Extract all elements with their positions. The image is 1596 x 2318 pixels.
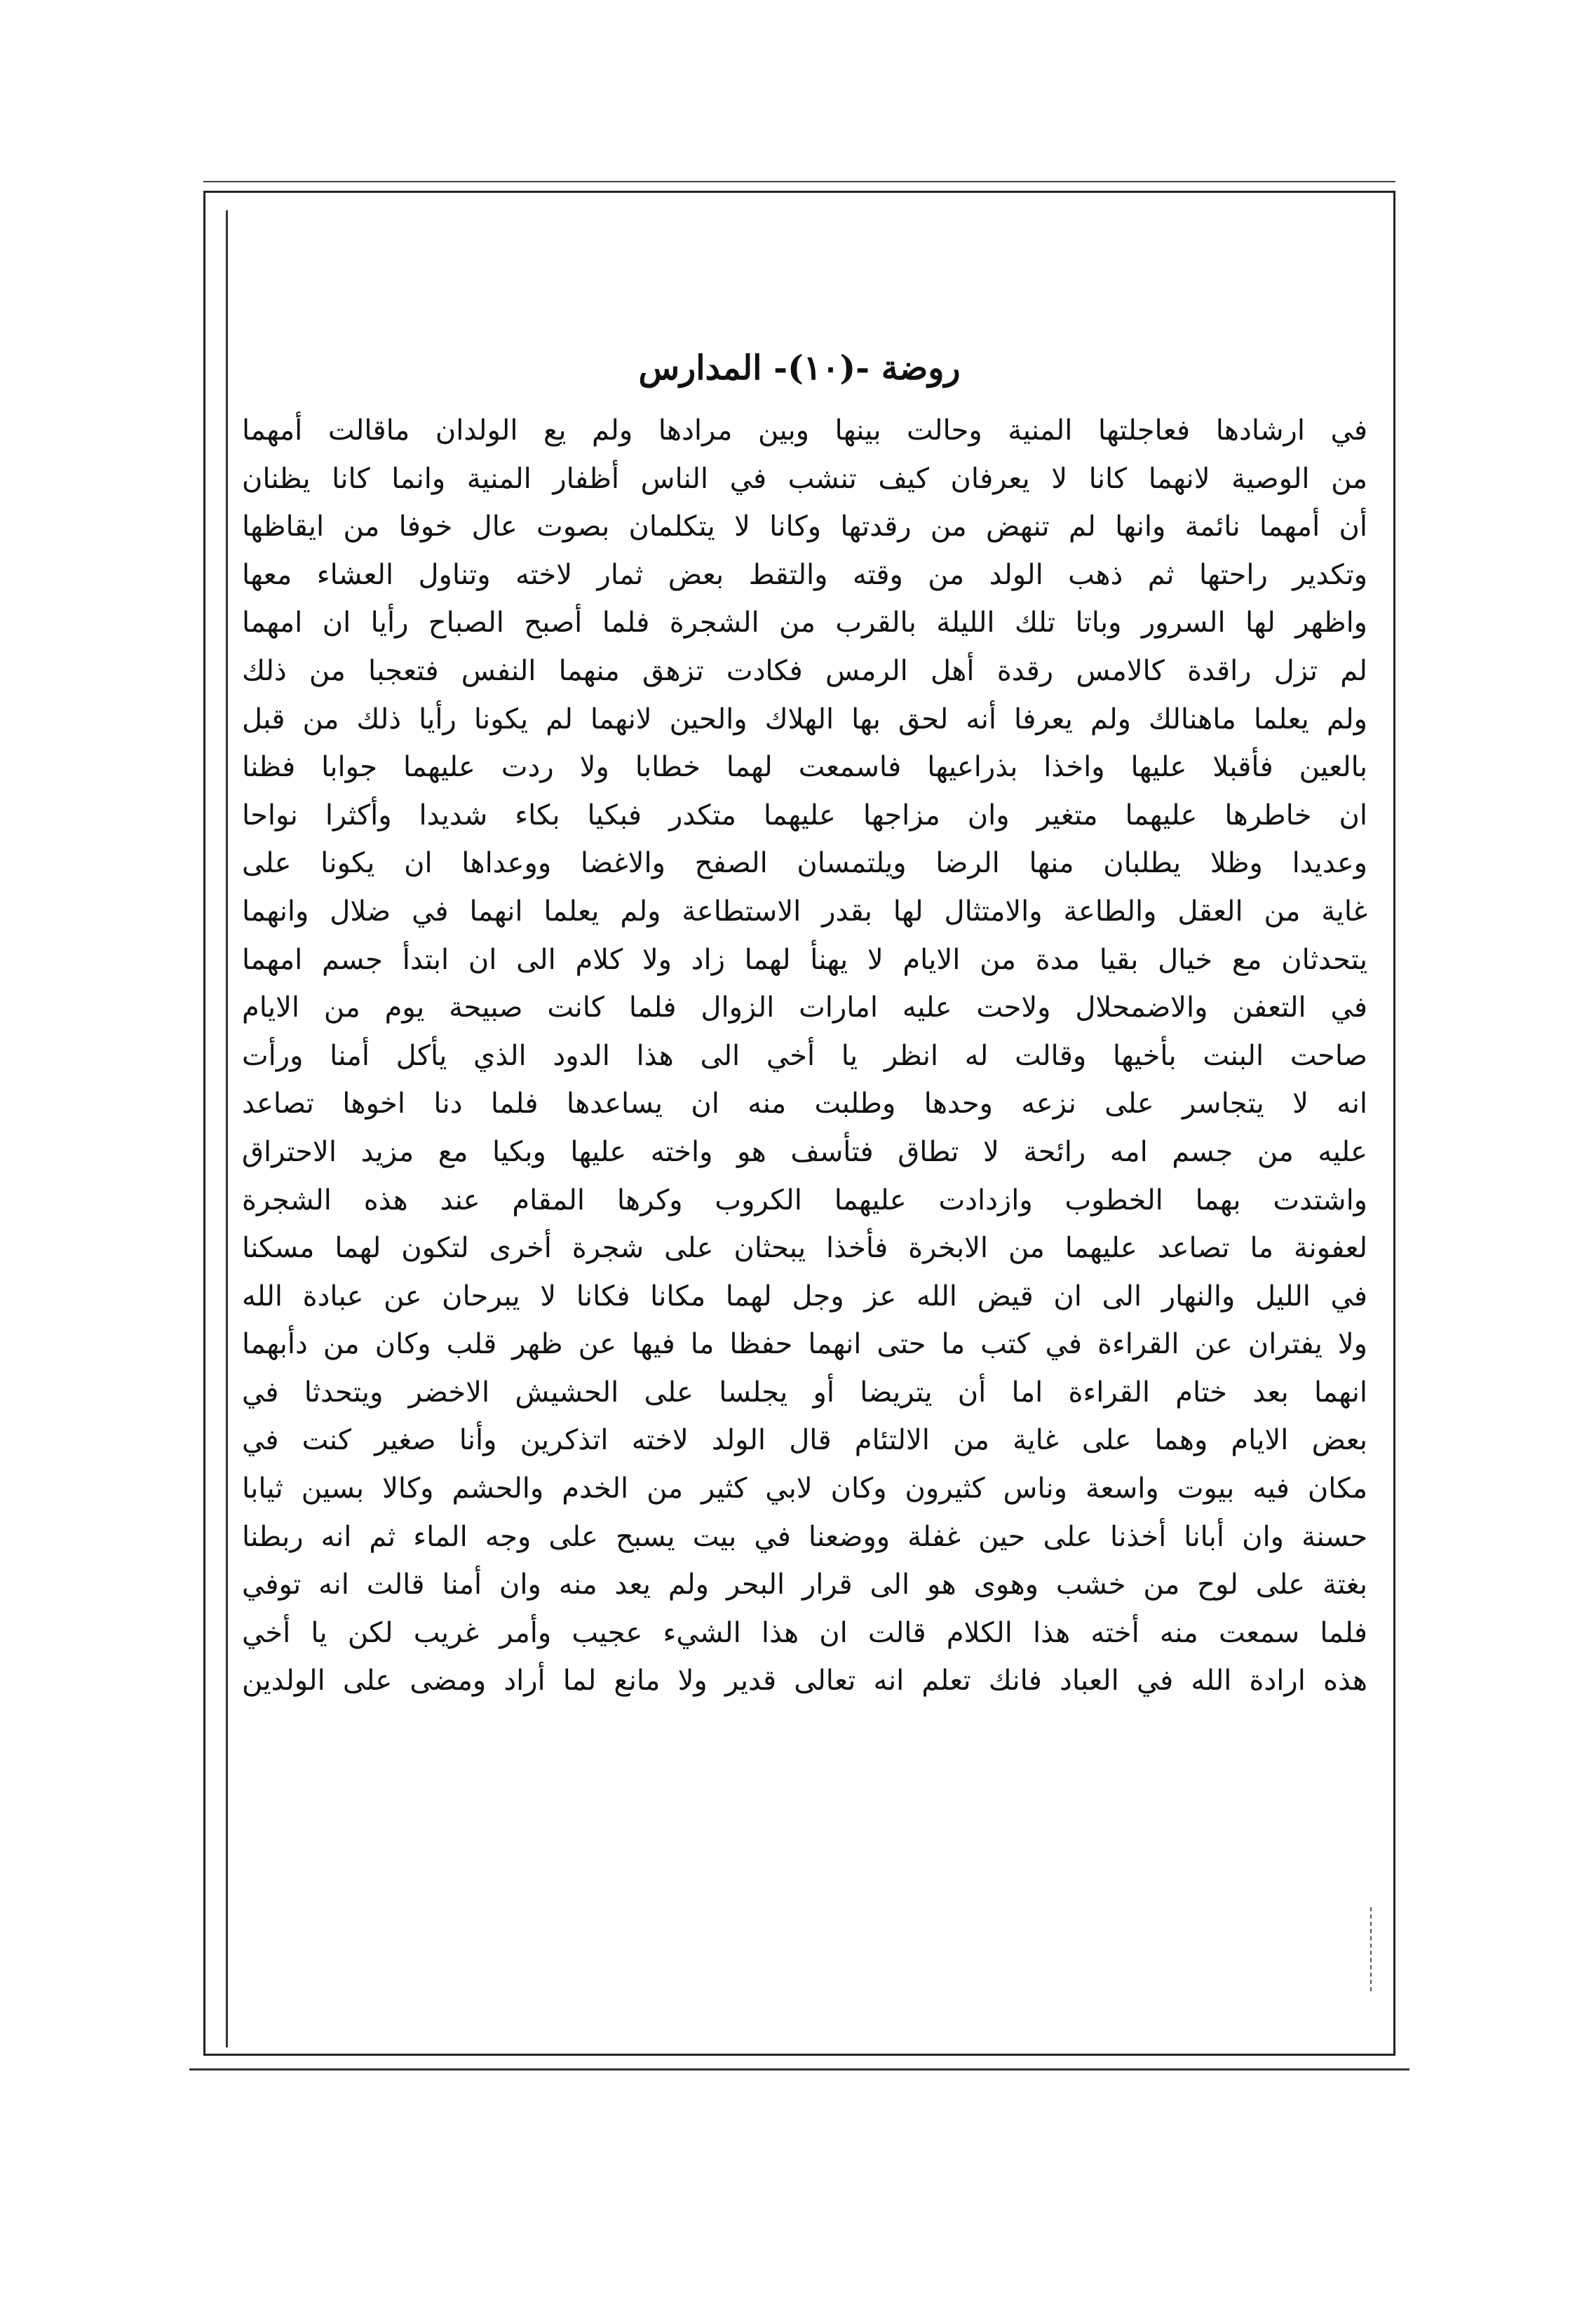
text-line: في ارشادها فعاجلتها المنية وحالت بينها وبين مرادها ولم يع الولدان ماقالت أمهما [242,414,1367,447]
text-line: عليه من جسم امه رائحة لا تطاق فتأسف هو واخته عليها وبكيا مع مزيد الاحتراق [242,1135,1367,1168]
text-line: انهما بعد ختام القراءة اما أن يتريضا أو يجلسا على الحشيش الاخضر ويتحدثا في [242,1376,1367,1409]
margin-mark [1367,1907,1372,1991]
text-line: حسنة وان أبانا أخذنا على حين غفلة ووضعنا في بيت يسبح على وجه الماء ثم انه ربطنا [242,1520,1367,1553]
text-line: في الليل والنهار الى ان قيض الله عز وجل لهما مكانا فكانا لا يبرحان عن عبادة الله [242,1280,1367,1313]
text-line: ان خاطرها عليهما متغير وان مزاجها عليهما متكدر فبكيا بكاء شديدا وأكثرا نواحا [242,799,1367,832]
text-line: لم تزل راقدة كالامس رقدة أهل الرمس فكادت تزهق منهما النفس فتعجبا من ذلك [242,654,1367,687]
text-line: غاية من العقل والطاعة والامتثال لها بقدر الاستطاعة ولم يعلما انهما في ضلال وانهما [242,895,1367,928]
page-header: روضة -(١٠)- المدارس [638,348,961,388]
text-line: من الوصية لانهما كانا لا يعرفان كيف تنشب في الناس أظفار المنية وانما كانا يظنان [242,462,1367,495]
text-line: هذه ارادة الله في العباد فانك تعلم انه تعالى قدير ولا مانع لما أراد ومضى على الولدين [242,1665,1367,1697]
text-line: بغتة على لوح من خشب وهوى هو الى قرار البحر ولم يعد منه وان أمنا قالت انه توفي [242,1568,1367,1601]
text-line: انه لا يتجاسر على نزعه وحدها وطلبت منه ان يساعدها فلما دنا اخوها تصاعد [242,1087,1367,1120]
text-line: لعفونة ما تصاعد عليهما من الابخرة فأخذا يبحثان على شجرة أخرى لتكون لهما مسكنا [242,1232,1367,1265]
text-line: يتحدثان مع خيال بقيا مدة من الايام لا يهنأ لهما زاد ولا كلام الى ان ابتدأ جسم امهما [242,943,1367,976]
text-line: في التعفن والاضمحلال ولاحت عليه امارات الزوال فلما كانت صبيحة يوم من الايام [242,991,1367,1024]
text-line: بالعين فأقبلا عليها واخذا بذراعيها فاسمعت لهما خطابا ولا ردت عليهما جوابا فظنا [242,751,1367,784]
text-line: صاحت البنت بأخيها وقالت له انظر يا أخي الى هذا الدود الذي يأكل أمنا ورأت [242,1039,1367,1072]
text-line: ولم يعلما ماهنالك ولم يعرفا أنه لحق بها الهلاك والحين لانهما لم يكونا رأيا ذلك من قبل [242,703,1367,736]
text-line: وتكدير راحتها ثم ذهب الولد من وقته والتقط بعض ثمار لاخته وتناول العشاء معها [242,558,1367,591]
text-line: ولا يفتران عن القراءة في كتب ما حتى انهما حفظا ما فيها عن ظهر قلب وكان من دأبهما [242,1328,1367,1361]
text-line: مكان فيه بيوت واسعة وناس كثيرون وكان لابي كثير من الخدم والحشم وكالا بسين ثيابا [242,1472,1367,1505]
text-line: وعديدا وظلا يطلبان منها الرضا ويلتمسان الصفح والاغضا ووعداها ان يكونا على [242,847,1367,880]
left-margin-rule [226,210,228,2047]
text-line: أن أمهما نائمة وانها لم تنهض من رقدتها وكانا لا يتكلمان بصوت عال خوفا من ايقاظها [242,510,1367,543]
text-line: واشتدت بهما الخطوب وازدادت عليهما الكروب وكرها المقام عند هذه الشجرة [242,1184,1367,1216]
top-rule [203,181,1395,182]
text-line: فلما سمعت منه أخته هذا الكلام قالت ان هذا الشيء عجيب وأمر غريب لكن يا أخي [242,1616,1367,1649]
text-block [242,407,1367,1949]
text-line: واظهر لها السرور وباتا تلك الليلة بالقرب من الشجرة فلما أصبح الصباح رأيا ان امهما [242,606,1367,639]
text-line: بعض الايام وهما على غاية من الالتئام قال الولد لاخته اتذكرين وأنا صغير كنت في [242,1424,1367,1457]
bottom-rule [189,2068,1409,2070]
